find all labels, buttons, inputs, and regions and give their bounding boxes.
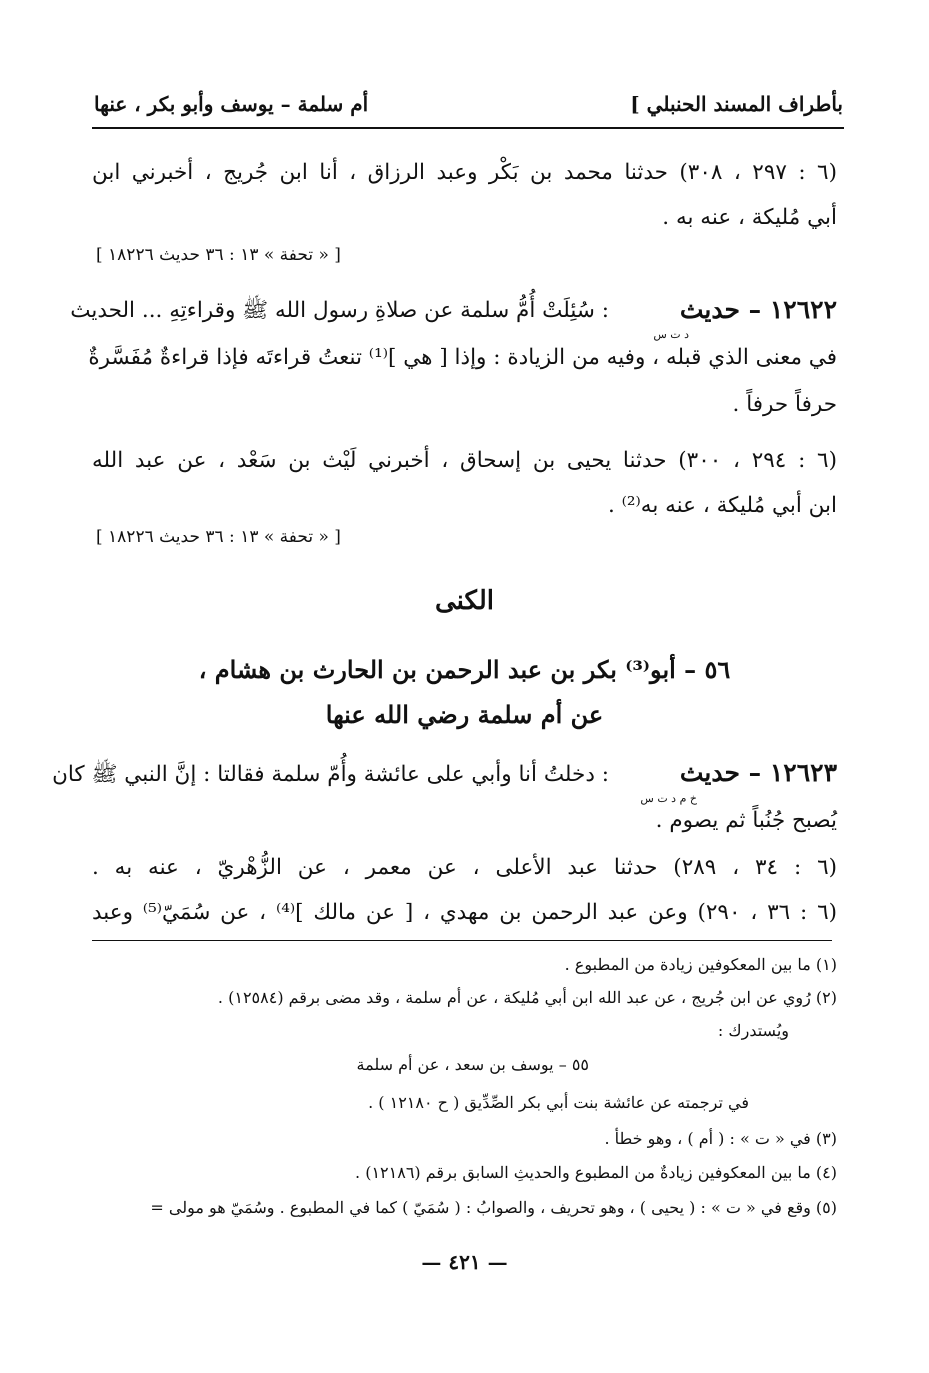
hadith-text: يُصبح جُنُباً ثم يصوم . [655, 808, 837, 833]
footnote-rule [92, 940, 832, 941]
tuhfa-reference: [ « تحفة » ١٣ : ٣٦ حديث ١٨٢٢٦ ] [96, 245, 341, 265]
footnote: (٢) رُوي عن ابن جُريج ، عن عبد الله ابن أبي مُليكة ، عن أم سلمة ، وقد مضى برقم (١٢٥٨٤) . [217, 988, 837, 1007]
page-number: — ٤٢١ — [421, 1250, 508, 1274]
footnote: (٥) وقع في « ت » : ( يحيى ) ، وهو تحريف ، والصوابُ : ( سُمَيّ ) كما في المطبوع . وسُمَيّ هو مولى = [150, 1198, 837, 1217]
footnote: (٤) ما بين المعكوفين زيادةٌ من المطبوع والحديثِ السابق برقم (١٢١٨٦) . [355, 1163, 837, 1182]
tuhfa-reference: [ « تحفة » ١٣ : ٣٦ حديث ١٨٢٢٦ ] [96, 527, 341, 547]
isnad-line: (٦ : ٢٩٤ ، ٣٠٠) حدثنا يحيى بن إسحاق ، أخبرني لَيْث بن سَعْد ، عن عبد الله [92, 448, 837, 473]
footnote: في ترجمته عن عائشة بنت أبي بكر الصِّدِّيق ( ح ١٢١٨٠ ) . [368, 1093, 749, 1112]
hadith-text: : دخلتُ أنا وأبي على عائشة وأُمّ سلمة فقالتا : إنَّ النبي ﷺ كان [52, 762, 609, 787]
running-header-left: أم سلمة – يوسف وأبو بكر ، عنها [94, 92, 369, 116]
hadith-text: حرفاً حرفاً . [732, 392, 837, 417]
narrator-heading-sub: عن أم سلمة رضي الله عنها [325, 700, 604, 729]
running-header-right: بأطراف المسند الحنبلي ] [630, 92, 843, 116]
isnad-line: ابن أبي مُليكة ، عنه به⁽²⁾ . [607, 493, 837, 518]
isnad-line: (٦ : ٣٦ ، ٢٩٠) وعن عبد الرحمن بن مهدي ، [ عن مالك ]⁽⁴⁾ ، عن سُمَيّ⁽⁵⁾ وعبد [92, 900, 838, 925]
hadith-text: في معنى الذي قبله ، وفيه من الزيادة : وإذا [ هي ]⁽¹⁾ تنعتُ قراءتَه فإذا قراءةٌ مُفَسَّرةٌ [88, 345, 837, 370]
hadith-number: ١٢٦٢٣ – حديث [679, 758, 837, 787]
isnad-line: أبي مُليكة ، عنه به . [662, 205, 837, 230]
isnad-line: (٦ : ٢٩٧ ، ٣٠٨) حدثنا محمد بن بَكْر وعبد الرزاق ، أنا ابن جُريج ، أخبرني ابن [92, 160, 837, 185]
footnote: (٣) في « ت » : ( أم ) ، وهو خطأ . [604, 1129, 837, 1148]
hadith-sigla: د ت س [653, 328, 689, 341]
footnote: ويُستدرك : [717, 1021, 789, 1040]
footnote: (١) ما بين المعكوفين زيادة من المطبوع . [564, 955, 837, 974]
hadith-sigla: خ م د ت س [640, 792, 697, 805]
header-rule [92, 127, 844, 129]
narrator-heading: ٥٦ – أبو⁽³⁾ بكر بن عبد الرحمن بن الحارث بن هشام ، [198, 655, 731, 684]
hadith-text: : سُئِلَتْ أُمُّ سلمة عن صلاةِ رسول الله ﷺ وقراءتِهِ ... الحديث [70, 298, 609, 323]
section-title: الكنى [434, 586, 495, 616]
footnote: ٥٥ – يوسف بن سعد ، عن أم سلمة [356, 1055, 589, 1074]
hadith-number: ١٢٦٢٢ – حديث [679, 295, 837, 324]
isnad-line: (٦ : ٣٤ ، ٢٨٩) حدثنا عبد الأعلى ، عن معمر ، عن الزُّهْريّ ، عنه به . [92, 855, 838, 880]
